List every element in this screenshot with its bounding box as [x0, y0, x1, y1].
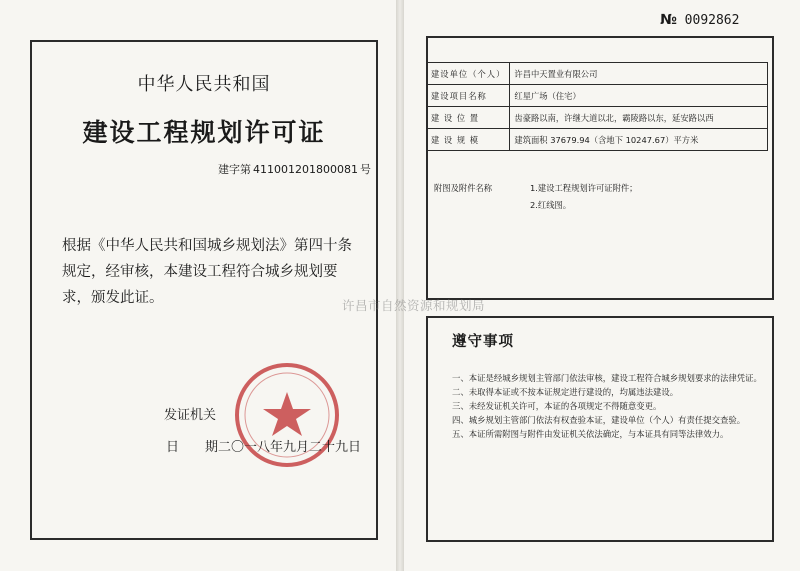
- table-row: [427, 107, 768, 129]
- serial-value: 0092862: [684, 13, 740, 28]
- country-name: 中华人民共和国: [137, 74, 271, 95]
- table-row: [427, 63, 768, 85]
- issuer-label: 发证机关: [164, 408, 217, 423]
- certificate-body: 根据《中华人民共和国城乡规划法》第四十条规定，经审核，本建设工程符合城乡规划要求，颁发此证。: [62, 238, 352, 306]
- date-label-a: 日: [166, 440, 180, 455]
- row-value: 许昌中天置业有限公司: [510, 63, 768, 85]
- number-value: 411001201800081: [253, 163, 358, 176]
- row-value: 建筑面积 37679.94（含地下 10247.67）平方米: [510, 129, 768, 151]
- number-prefix: 建字第: [218, 163, 251, 176]
- attachments: [434, 180, 638, 210]
- attachments-list: [530, 180, 637, 214]
- rules-title: 遵守事项: [452, 333, 514, 350]
- attachments-label: 附图及附件名称: [434, 183, 493, 193]
- attachment-item: 2.红线图。: [530, 200, 572, 210]
- rule-item: 一、本证是经城乡规划主管部门依法审核，建设工程符合城乡规划要求的法律凭证。: [452, 373, 762, 383]
- certificate-number: [218, 161, 371, 177]
- rule-item: 五、本证所需附图与附件由发证机关依法确定，与本证具有同等法律效力。: [452, 429, 729, 439]
- row-key: 建 设 规 模: [427, 129, 510, 151]
- row-key: 建设项目名称: [427, 85, 510, 107]
- table-row: [427, 85, 768, 107]
- watermark: 许昌市自然资源和规划局: [342, 298, 486, 313]
- row-value: 齿豪路以南，许继大道以北，霸陵路以东，延安路以西: [510, 107, 768, 129]
- info-table: [426, 62, 768, 151]
- row-value: 红星广场（住宅）: [510, 85, 768, 107]
- left-page: [0, 0, 396, 571]
- issue-date: [166, 436, 361, 455]
- rule-item: 四、城乡规划主管部门依法有权查验本证，建设单位（个人）有责任提交查验。: [452, 415, 746, 425]
- number-suffix: 号: [359, 163, 371, 176]
- rule-item: 二、未取得本证或不按本证规定进行建设的，均属违法建设。: [452, 387, 679, 397]
- serial-mark: №: [660, 12, 677, 28]
- attachment-item: 1.建设工程规划许可证附件；: [530, 183, 638, 193]
- table-row: [427, 129, 768, 151]
- date-value: 二〇一八年九月二十九日: [218, 440, 362, 455]
- page-fold: [396, 0, 404, 571]
- row-key: 建 设 位 置: [427, 107, 510, 129]
- rules-list: [452, 372, 772, 442]
- date-label-b: 期: [205, 440, 219, 455]
- rule-item: 三、未经发证机关许可，本证的各项规定不得随意变更。: [452, 401, 662, 411]
- serial-number: [660, 12, 739, 28]
- certificate-title: 建设工程规划许可证: [82, 118, 326, 147]
- row-key: 建设单位（个人）: [427, 63, 510, 85]
